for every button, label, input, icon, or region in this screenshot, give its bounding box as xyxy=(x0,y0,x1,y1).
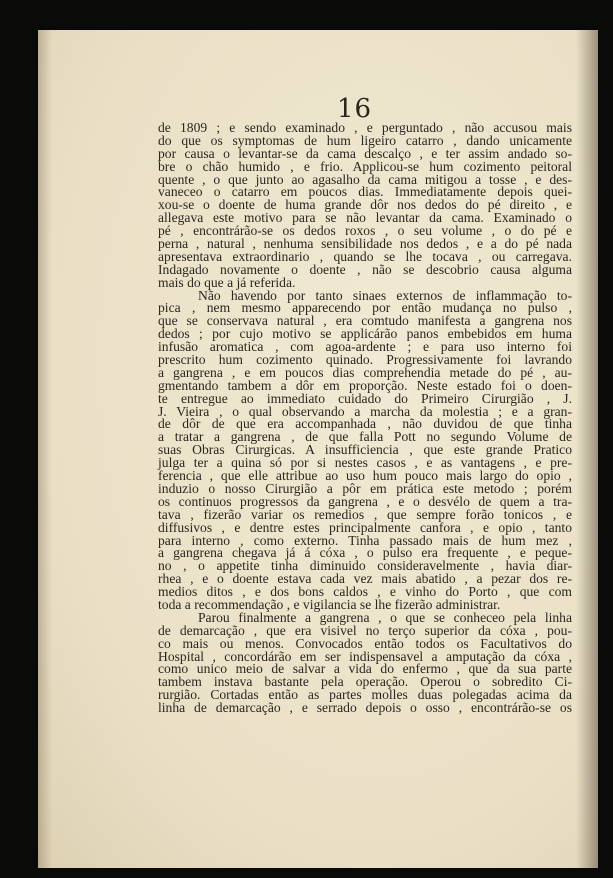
text-line: no , o appetite tinha diminuido consideravelmente , havia diar- xyxy=(158,558,572,574)
text-line: que se conservava natural , era comtudo manifesta a gangrena nos xyxy=(158,313,572,329)
text-line: pé , encontrárão-se os dedos roxos , o seu volume , o do pé e xyxy=(158,223,572,239)
text-line: induzio o nosso Cirurgião a pôr em prática este metodo ; porém xyxy=(158,480,572,496)
text-line: de 1809 ; e sendo examinado , e perguntado , não accusou mais xyxy=(158,120,572,135)
text-line: gmentando tambem a dôr em proporção. Neste estado foi o doen- xyxy=(158,377,572,393)
text-line: co mais ou menos. Convocados então todos os Facultativos do xyxy=(158,635,572,651)
paragraph xyxy=(158,287,572,612)
paragraph xyxy=(158,122,572,290)
text-line: suas Obras Cirurgicas. A insufficiencia , que este grande Pratico xyxy=(158,442,572,458)
text-line: pica , nem mesmo apparecendo por então mudança no pulso , xyxy=(158,300,572,316)
text-line: julga ter a quina só por si nestes casos , e as vantagens , e pre- xyxy=(158,455,572,471)
text-line: perna , natural , nenhuma sensibilidade nos dedos , e a do pé nada xyxy=(158,236,572,252)
text-line: medios ditos , e dos bons caldos , e vinho do Porto , que com xyxy=(158,584,572,600)
text-line: apresentava extraordinario , quando se lhe tocava , ou carregava. xyxy=(158,248,572,264)
text-line: Não havendo por tanto sinaes externos de inflammação to- xyxy=(198,287,572,303)
text-line: xou-se o doente de huma grande dôr nos dedos do pé direito , e xyxy=(158,197,572,213)
text-line: tambem instava bastante pela operação. Operou o sobredito Ci- xyxy=(158,674,572,690)
text-line: os continuos progressos da gangrena , e o desvélo de quem a tra- xyxy=(158,493,572,509)
text-line: como unico meio de salvar a vida do enfermo , que da sua parte xyxy=(158,661,572,677)
text-line: linha de demarcação , e serrado depois o osso , encontrárão-se os xyxy=(158,700,572,716)
text-line: prescrito hum cozimento quinado. Progressivamente foi lavrando xyxy=(158,352,572,368)
text-line: por causa o levantar-se da cama descalço , e ter assim andado so- xyxy=(158,145,572,161)
text-line: diffusivos , e dentre estes principalmente canfora , e opio , tanto xyxy=(158,519,572,535)
text-line: infusão aromatica , com agoa-ardente ; e para uso interno foi xyxy=(158,339,572,355)
text-line: a gangrena chegava já á cóxa , o pulso era frequente , e peque- xyxy=(158,545,572,561)
paragraph xyxy=(158,609,572,716)
text-line: do que os symptomas de hum ligeiro catarro , dando unicamente xyxy=(158,132,572,148)
text-line: allegava este motivo para se não levantar da cama. Examinado o xyxy=(158,210,572,226)
text-line: a gangrena , e em poucos dias comprehendia metade do pé , au- xyxy=(158,364,572,380)
page-number: 16 xyxy=(337,94,373,124)
text-line: de demarcação , que era visivel no terço superior da cóxa , pou- xyxy=(158,622,572,638)
text-line: Hospital , concordárão em ser indispensavel a amputação da cóxa , xyxy=(158,648,572,664)
text-line: rhea , e o doente estava cada vez mais abatido , a pezar dos re- xyxy=(158,571,572,587)
text-line: Parou finalmente a gangrena , o que se conheceo pela linha xyxy=(198,609,572,625)
paper-sheet xyxy=(38,30,598,868)
text-line: de dôr de que era accompanhada , não duvidou de que tinha xyxy=(158,416,572,432)
text-line: dedos ; por cujo motivo se applicárão panos embebidos em huma xyxy=(158,326,572,342)
text-line: toda a recommendação , e vigilancia se lhe fizerão administrar. xyxy=(158,596,501,612)
text-line: mais do que a já referida. xyxy=(158,274,296,290)
text-line: para interno , como externo. Tinha passado mais de hum mez , xyxy=(158,532,572,548)
text-line: bre o chão humido , e frio. Applicou-se hum cozimento peitoral xyxy=(158,158,572,174)
text-line: Indagado novamente o doente , não se descobrio causa alguma xyxy=(158,261,572,277)
text-line: a tratar a gangrena , de que falla Pott no segundo Volume de xyxy=(158,429,572,445)
text-line: quente , o que junto ao agasalho da cama mitigou a tosse , e des- xyxy=(158,171,572,187)
text-line: rurgião. Cortadas então as partes molles duas polegadas acima da xyxy=(158,687,572,703)
text-line: tava , fizerão variar os remedios , que sempre forão tonicos , e xyxy=(158,506,572,522)
text-line: ferencia , que elle attribue ao uso hum pouco mais largo do opio , xyxy=(158,468,572,484)
body-text xyxy=(158,122,572,715)
text-line: te entregue ao immediato cuidado do Primeiro Cirurgião , J. xyxy=(158,390,572,406)
text-line: vaneceo o catarro em poucos dias. Immediatamente depois quei- xyxy=(158,184,572,200)
text-line: J. Vieira , o qual observando a marcha da molestia ; e a gran- xyxy=(158,403,572,419)
